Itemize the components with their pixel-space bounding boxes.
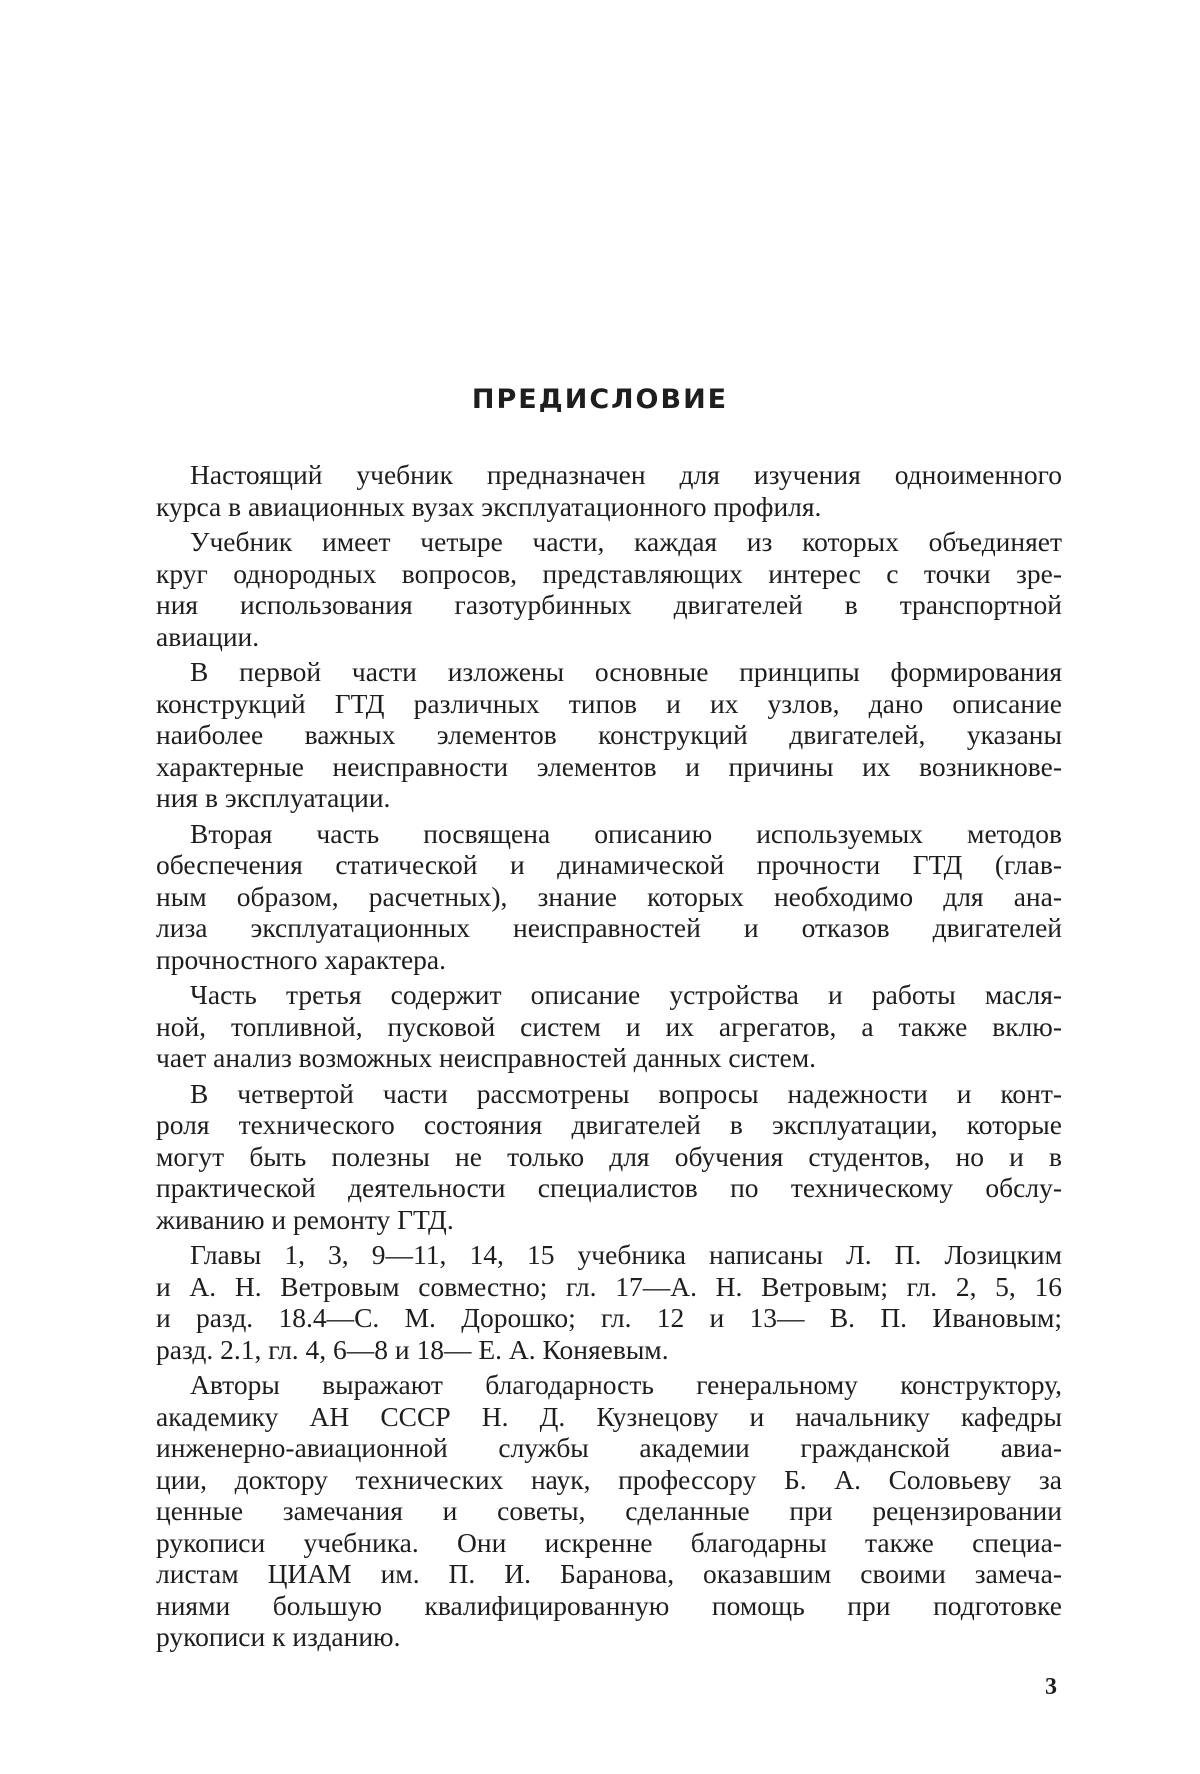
text-line: Часть третья содержит описание устройства и работы масля-: [156, 979, 1062, 1011]
text-line: ния использования газотурбинных двигателей в транспортной: [156, 589, 1062, 621]
text-line: ния в эксплуатации.: [156, 782, 1062, 814]
body-text: [156, 459, 1062, 1653]
text-line: рукописи к изданию.: [156, 1621, 1062, 1653]
text-line: живанию и ремонту ГТД.: [156, 1204, 1062, 1236]
text-line: Настоящий учебник предназначен для изучения одноименного: [156, 459, 1062, 491]
text-line: разд. 2.1, гл. 4, 6—8 и 18— Е. А. Коняевым.: [156, 1334, 1062, 1366]
text-line: наиболее важных элементов конструкций двигателей, указаны: [156, 719, 1062, 751]
text-line: конструкций ГТД различных типов и их узлов, дано описание: [156, 688, 1062, 720]
text-line: Авторы выражают благодарность генеральному конструктору,: [156, 1369, 1062, 1401]
text-line: ной, топливной, пусковой систем и их агрегатов, а также вклю-: [156, 1011, 1062, 1043]
text-line: рукописи учебника. Они искренне благодарны также специа-: [156, 1527, 1062, 1559]
text-line: роля технического состояния двигателей в эксплуатации, которые: [156, 1109, 1062, 1141]
text-line: чает анализ возможных неисправностей данных систем.: [156, 1042, 1062, 1074]
text-line: В четвертой части рассмотрены вопросы надежности и конт-: [156, 1078, 1062, 1110]
text-line: обеспечения статической и динамической прочности ГТД (глав-: [156, 849, 1062, 881]
paragraph-acknowledgements: [156, 1369, 1062, 1653]
text-line: и А. Н. Ветровым совместно; гл. 17—А. Н. Ветровым; гл. 2, 5, 16: [156, 1271, 1062, 1303]
text-line: академику АН СССР Н. Д. Кузнецову и начальнику кафедры: [156, 1401, 1062, 1433]
text-line: могут быть полезны не только для обучения студентов, но и в: [156, 1141, 1062, 1173]
paragraph-purpose: [156, 459, 1062, 522]
paragraph-structure: [156, 526, 1062, 652]
text-line: характерные неисправности элементов и причины их возникнове-: [156, 751, 1062, 783]
text-line: листам ЦИАМ им. П. И. Баранова, оказавшим своими замеча-: [156, 1558, 1062, 1590]
text-line: ниями большую квалифицированную помощь при подготовке: [156, 1590, 1062, 1622]
paragraph-authorship: [156, 1239, 1062, 1365]
paragraph-part-one: [156, 656, 1062, 814]
text-line: практической деятельности специалистов по техническому обслу-: [156, 1172, 1062, 1204]
text-line: Учебник имеет четыре части, каждая из которых объединяет: [156, 526, 1062, 558]
text-line: прочностного характера.: [156, 944, 1062, 976]
text-line: и разд. 18.4—С. М. Дорошко; гл. 12 и 13— В. П. Ивановым;: [156, 1302, 1062, 1334]
text-line: инженерно-авиационной службы академии гражданской авиа-: [156, 1432, 1062, 1464]
book-page: [0, 0, 1200, 1774]
paragraph-part-three: [156, 979, 1062, 1074]
paragraph-part-four: [156, 1078, 1062, 1236]
text-line: круг однородных вопросов, представляющих интерес с точки зре-: [156, 558, 1062, 590]
text-line: Вторая часть посвящена описанию используемых методов: [156, 818, 1062, 850]
page-number: 3: [1045, 1674, 1057, 1701]
text-line: ным образом, расчетных), знание которых необходимо для ана-: [156, 881, 1062, 913]
page-title: ПРЕДИСЛОВИЕ: [0, 384, 1200, 415]
text-line: лиза эксплуатационных неисправностей и отказов двигателей: [156, 912, 1062, 944]
text-line: ции, доктору технических наук, профессору Б. А. Соловьеву за: [156, 1464, 1062, 1496]
text-line: В первой части изложены основные принципы формирования: [156, 656, 1062, 688]
paragraph-part-two: [156, 818, 1062, 976]
text-line: курса в авиационных вузах эксплуатационного профиля.: [156, 491, 1062, 523]
text-line: Главы 1, 3, 9—11, 14, 15 учебника написаны Л. П. Лозицким: [156, 1239, 1062, 1271]
text-line: авиации.: [156, 621, 1062, 653]
text-line: ценные замечания и советы, сделанные при рецензировании: [156, 1495, 1062, 1527]
